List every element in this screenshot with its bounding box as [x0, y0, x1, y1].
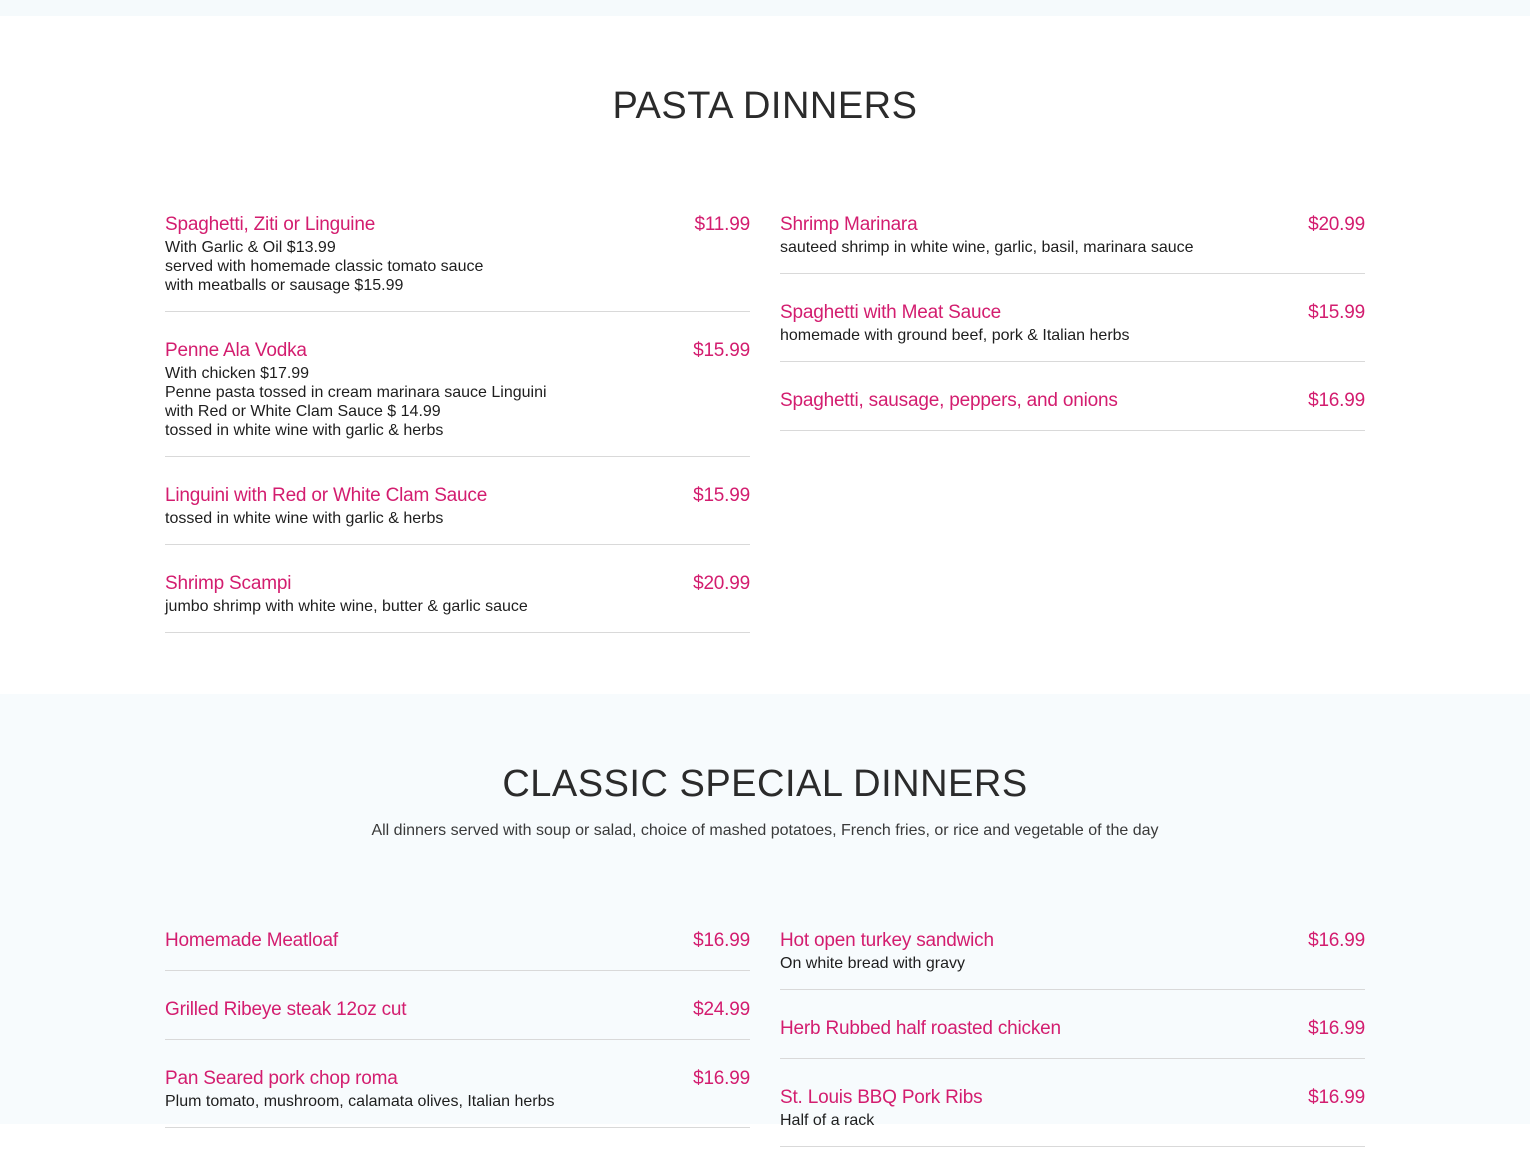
menu-item — [165, 571, 750, 633]
menu-item-header — [165, 212, 750, 238]
menu-item-name: Spaghetti, Ziti or Linguine — [165, 214, 376, 235]
menu-item-name: Grilled Ribeye steak 12oz cut — [165, 999, 407, 1020]
menu-item-header — [165, 483, 750, 509]
menu-item-description — [780, 238, 1210, 257]
classic-left-column — [165, 928, 750, 1154]
menu-item-description — [165, 1092, 750, 1111]
menu-item — [780, 928, 1365, 990]
classic-dinners-section — [0, 694, 1530, 1129]
menu-item — [780, 212, 1365, 274]
menu-item-description — [780, 1111, 1210, 1130]
menu-item-price: $15.99 — [1308, 302, 1365, 323]
description-line: tossed in white wine with garlic & herbs — [165, 422, 444, 439]
pasta-left-column — [165, 212, 750, 659]
menu-item-name: Shrimp Marinara — [780, 214, 918, 235]
menu-item — [165, 483, 750, 545]
menu-item-description — [165, 238, 750, 295]
menu-item-header — [780, 928, 1365, 954]
menu-item-header — [780, 388, 1365, 414]
menu-item-name: Herb Rubbed half roasted chicken — [780, 1018, 1061, 1039]
menu-item-header — [165, 928, 750, 954]
menu-item-name: Spaghetti, sausage, peppers, and onions — [780, 390, 1118, 411]
menu-item-header — [165, 997, 750, 1023]
menu-item — [780, 388, 1365, 431]
menu-item-price: $16.99 — [1308, 390, 1365, 411]
description-line: sauteed shrimp in white wine, garlic, basil, marinara sauce — [780, 239, 1194, 256]
menu-item — [165, 928, 750, 971]
menu-item-price: $20.99 — [693, 573, 750, 594]
classic-right-column — [780, 928, 1365, 1173]
menu-item-name: Spaghetti with Meat Sauce — [780, 302, 1002, 323]
pasta-dinners-section — [0, 16, 1530, 694]
menu-item — [165, 338, 750, 457]
description-line: tossed in white wine with garlic & herbs — [165, 510, 444, 527]
menu-item-description — [780, 954, 1210, 973]
description-line: On white bread with gravy — [780, 955, 965, 972]
menu-item-header — [780, 212, 1365, 238]
menu-item-name: Hot open turkey sandwich — [780, 930, 994, 951]
menu-item-price: $16.99 — [1308, 1087, 1365, 1108]
menu-item-price: $16.99 — [1308, 930, 1365, 951]
menu-item — [780, 1016, 1365, 1059]
description-line: Penne pasta tossed in cream marinara sauce Linguini — [165, 384, 547, 401]
description-line: jumbo shrimp with white wine, butter & garlic sauce — [165, 598, 528, 615]
description-line: Plum tomato, mushroom, calamata olives, Italian herbs — [165, 1093, 555, 1110]
menu-item-price: $11.99 — [694, 214, 750, 235]
section-title: CLASSIC SPECIAL DINNERS — [502, 763, 1028, 805]
menu-item-header — [780, 300, 1365, 326]
menu-item — [165, 997, 750, 1040]
menu-item-header — [165, 571, 750, 597]
menu-item-description — [780, 326, 1210, 345]
menu-item-description — [165, 509, 750, 528]
menu-item-name: Pan Seared pork chop roma — [165, 1068, 398, 1089]
menu-item-header — [165, 1066, 750, 1092]
menu-item-description — [165, 364, 750, 440]
menu-item-price: $24.99 — [693, 999, 750, 1020]
description-line: With chicken $17.99 — [165, 365, 310, 382]
menu-item — [780, 300, 1365, 362]
menu-item-price: $20.99 — [1308, 214, 1365, 235]
top-strip — [0, 0, 1530, 16]
menu-item-header — [780, 1016, 1365, 1042]
description-line: Half of a rack — [780, 1112, 875, 1129]
menu-item-price: $15.99 — [693, 485, 750, 506]
menu-item-name: Shrimp Scampi — [165, 573, 292, 594]
menu-item-price: $16.99 — [693, 930, 750, 951]
section-title: PASTA DINNERS — [612, 85, 918, 127]
description-line: with Red or White Clam Sauce $ 14.99 — [165, 403, 441, 420]
description-line: With Garlic & Oil $13.99 — [165, 239, 336, 256]
menu-item — [165, 1066, 750, 1128]
description-line: homemade with ground beef, pork & Italian herbs — [780, 327, 1130, 344]
menu-item-price: $16.99 — [1308, 1018, 1365, 1039]
menu-item — [165, 212, 750, 312]
menu-item-name: Linguini with Red or White Clam Sauce — [165, 485, 488, 506]
menu-item-name: Homemade Meatloaf — [165, 930, 338, 951]
menu-item-header — [780, 1085, 1365, 1111]
menu-item-header — [165, 338, 750, 364]
menu-item-price: $15.99 — [693, 340, 750, 361]
description-line: served with homemade classic tomato sauce — [165, 258, 484, 275]
menu-item-name: Penne Ala Vodka — [165, 340, 307, 361]
menu-item-description — [165, 597, 750, 616]
section-subtitle: All dinners served with soup or salad, choice of mashed potatoes, French fries, or rice and vegetable of the day — [371, 822, 1159, 839]
menu-item — [780, 1085, 1365, 1147]
menu-item-name: St. Louis BBQ Pork Ribs — [780, 1087, 983, 1108]
description-line: with meatballs or sausage $15.99 — [165, 277, 404, 294]
pasta-right-column — [780, 212, 1365, 457]
menu-item-price: $16.99 — [693, 1068, 750, 1089]
